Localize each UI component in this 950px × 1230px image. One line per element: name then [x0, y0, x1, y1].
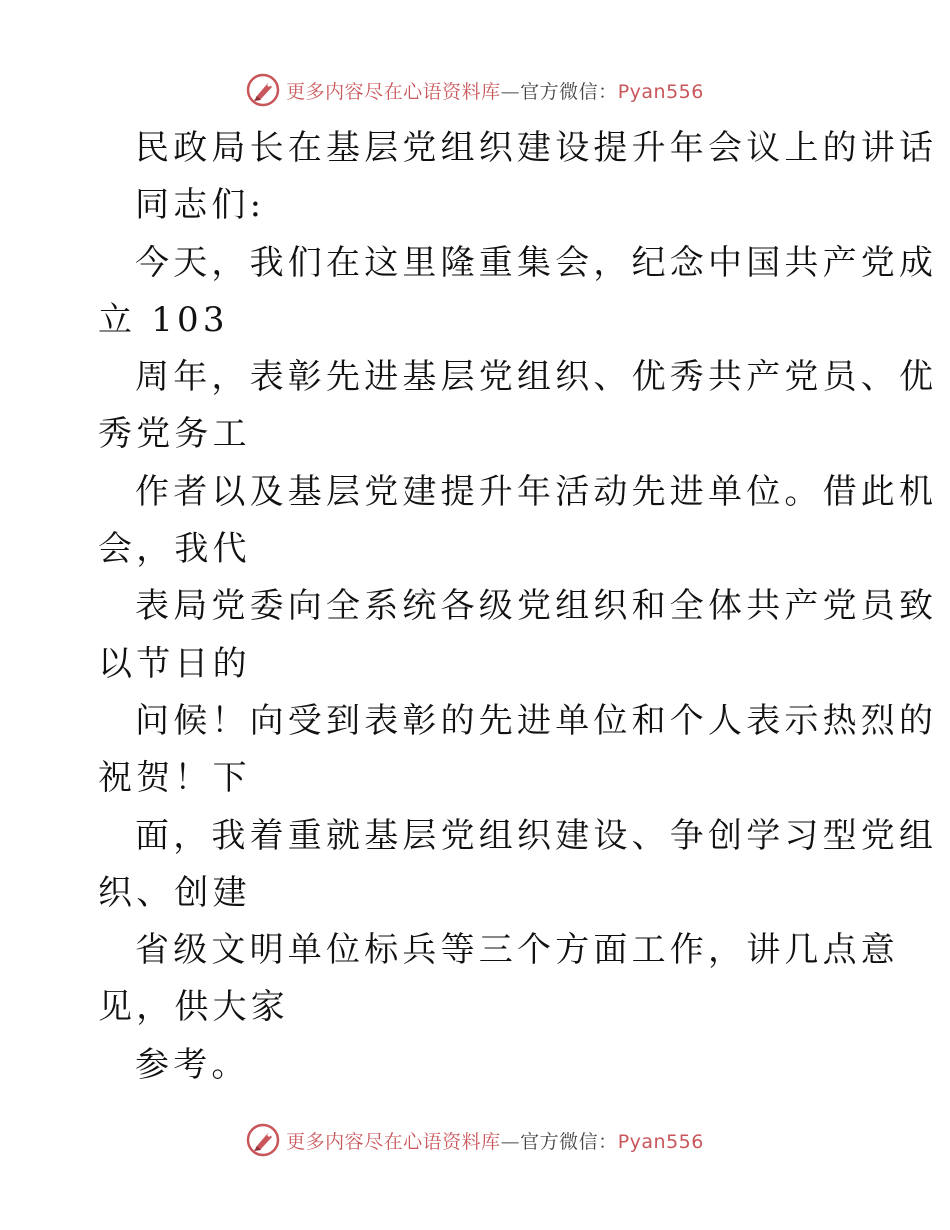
watermark-site-text: 更多内容尽在心语资料库 — [286, 1130, 501, 1153]
body-line: 见，供大家 — [98, 987, 289, 1028]
body-line: 祝贺！下 — [98, 758, 251, 799]
body-line: 作者以及基层党建提升年活动先进单位。借此机 — [135, 471, 938, 512]
document-title: 民政局长在基层党组织建设提升年会议上的讲话 — [135, 128, 938, 168]
body-line: 省级文明单位标兵等三个方面工作，讲几点意 — [135, 930, 899, 971]
pen-nib-logo-icon — [246, 73, 280, 107]
body-line: 立 103 — [98, 299, 229, 340]
body-line: 面，我着重就基层党组织建设、争创学习型党组 — [135, 815, 938, 856]
body-line: 会，我代 — [98, 529, 251, 570]
watermark-account: Pyan556 — [617, 1130, 704, 1153]
watermark-official-label: 官方微信： — [520, 1130, 618, 1153]
pen-nib-logo-icon — [246, 1123, 280, 1157]
body-line: 秀党务工 — [98, 414, 251, 455]
watermark-official-label: 官方微信： — [520, 80, 618, 103]
body-line: 以节日的 — [98, 643, 251, 684]
body-line: 表局党委向全系统各级党组织和全体共产党员致 — [135, 586, 938, 627]
document-body — [98, 120, 938, 1094]
watermark-dash: — — [500, 80, 521, 103]
body-line: 周年，表彰先进基层党组织、优秀共产党员、优 — [135, 357, 938, 398]
body-line: 问候！向受到表彰的先进单位和个人表示热烈的 — [135, 700, 938, 741]
watermark-dash: — — [500, 1130, 521, 1153]
body-line: 织、创建 — [98, 872, 251, 913]
watermark-site-text: 更多内容尽在心语资料库 — [286, 80, 501, 103]
body-line: 同志们: — [135, 185, 266, 226]
body-line: 今天，我们在这里隆重集会，纪念中国共产党成 — [135, 242, 938, 283]
watermark-header — [0, 70, 950, 110]
watermark-text — [286, 1127, 704, 1154]
watermark-text — [286, 77, 704, 104]
watermark-footer — [0, 1120, 950, 1160]
body-line: 参考。 — [135, 1044, 250, 1085]
watermark-account: Pyan556 — [617, 80, 704, 103]
